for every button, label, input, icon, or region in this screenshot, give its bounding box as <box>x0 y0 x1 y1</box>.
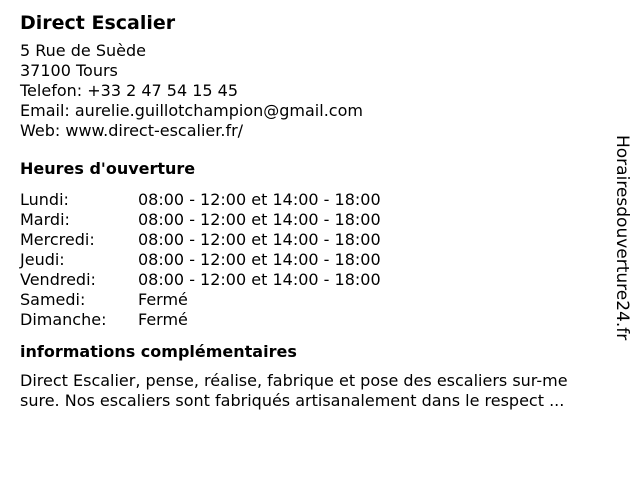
opening-hours-table <box>20 190 381 330</box>
hours-day: Vendredi: <box>20 270 96 289</box>
hours-day: Dimanche: <box>20 310 107 329</box>
hours-time: 08:00 - 12:00 et 14:00 - 18:00 <box>138 270 381 289</box>
email-line: Email: aurelie.guillotchampion@gmail.com <box>20 101 363 120</box>
hours-row <box>20 290 381 310</box>
info-text-line: sure. Nos escaliers sont fabriqués artisanalement dans le respect ... <box>20 391 565 410</box>
additional-info-heading: informations complémentaires <box>20 342 297 361</box>
hours-row <box>20 270 381 290</box>
additional-info-text <box>20 371 620 411</box>
info-text-line: Direct Escalier, pense, réalise, fabrique et pose des escaliers sur-me <box>20 371 568 390</box>
phone-line: Telefon: +33 2 47 54 15 45 <box>20 81 239 100</box>
hours-row <box>20 310 381 330</box>
hours-time: 08:00 - 12:00 et 14:00 - 18:00 <box>138 230 381 249</box>
hours-row <box>20 210 381 230</box>
opening-hours-heading: Heures d'ouverture <box>20 159 196 178</box>
address-street: 5 Rue de Suède <box>20 41 146 60</box>
hours-time: 08:00 - 12:00 et 14:00 - 18:00 <box>138 190 381 209</box>
hours-day: Samedi: <box>20 290 86 309</box>
hours-row <box>20 250 381 270</box>
hours-row <box>20 230 381 250</box>
hours-day: Jeudi: <box>20 250 65 269</box>
business-card <box>20 11 620 411</box>
website-line: Web: www.direct-escalier.fr/ <box>20 121 244 140</box>
hours-day: Mercredi: <box>20 230 95 249</box>
hours-day: Lundi: <box>20 190 69 209</box>
hours-time: Fermé <box>138 310 188 329</box>
hours-row <box>20 190 381 210</box>
hours-time: 08:00 - 12:00 et 14:00 - 18:00 <box>138 210 381 229</box>
contact-block <box>20 41 620 141</box>
hours-day: Mardi: <box>20 210 70 229</box>
business-name: Direct Escalier <box>20 12 176 34</box>
hours-time: Fermé <box>138 290 188 309</box>
hours-time: 08:00 - 12:00 et 14:00 - 18:00 <box>138 250 381 269</box>
site-watermark: Horairesdouverture24.fr <box>612 135 632 341</box>
address-city: 37100 Tours <box>20 61 118 80</box>
